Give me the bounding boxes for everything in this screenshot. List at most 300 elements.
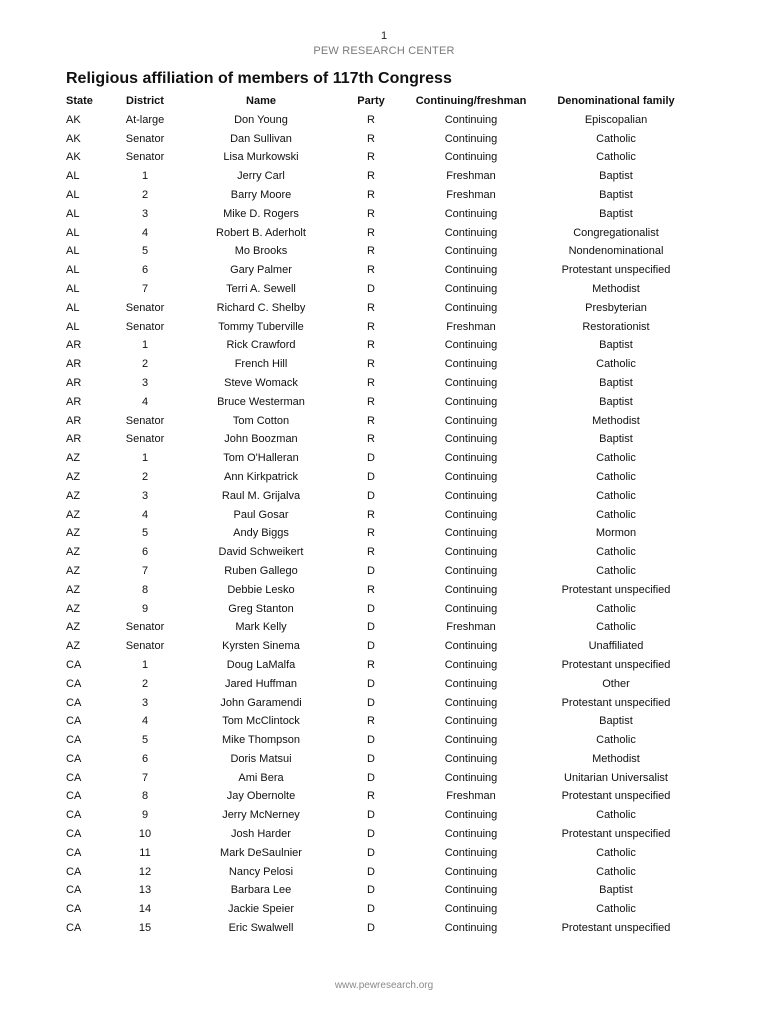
state-cell: AZ bbox=[66, 583, 81, 596]
state-cell: AK bbox=[66, 151, 81, 164]
page-number: 1 bbox=[380, 30, 388, 42]
table-row bbox=[64, 694, 696, 713]
table-row bbox=[64, 863, 696, 882]
party-cell: R bbox=[367, 376, 375, 389]
status-cell: Continuing bbox=[444, 527, 498, 540]
column-header-state: State bbox=[66, 95, 93, 107]
district-cell: 11 bbox=[139, 846, 151, 859]
state-cell: AL bbox=[66, 320, 80, 333]
party-cell: D bbox=[367, 771, 375, 784]
status-cell: Continuing bbox=[444, 301, 498, 314]
column-header-name: Name bbox=[246, 95, 276, 107]
name-cell: John Boozman bbox=[224, 433, 298, 446]
party-cell: D bbox=[367, 452, 375, 465]
status-cell: Continuing bbox=[444, 696, 498, 709]
table-row bbox=[64, 449, 696, 468]
table-row bbox=[64, 900, 696, 919]
district-cell: 3 bbox=[141, 207, 149, 220]
state-cell: CA bbox=[66, 752, 82, 765]
denomination-cell: Catholic bbox=[596, 865, 636, 878]
name-cell: Ruben Gallego bbox=[224, 564, 298, 577]
status-cell: Continuing bbox=[444, 395, 498, 408]
name-cell: Tom Cotton bbox=[232, 414, 290, 427]
status-cell: Freshman bbox=[446, 170, 496, 183]
denomination-cell: Catholic bbox=[596, 621, 636, 634]
district-cell: 4 bbox=[141, 715, 149, 728]
denomination-cell: Baptist bbox=[599, 188, 633, 201]
denomination-cell: Nondenominational bbox=[568, 245, 664, 258]
name-cell: Barbara Lee bbox=[230, 884, 292, 897]
table-row bbox=[64, 355, 696, 374]
denomination-cell: Catholic bbox=[596, 846, 636, 859]
table-row bbox=[64, 731, 696, 750]
status-cell: Continuing bbox=[444, 226, 498, 239]
party-cell: R bbox=[367, 170, 375, 183]
status-cell: Continuing bbox=[444, 245, 498, 258]
party-cell: D bbox=[367, 809, 375, 822]
status-cell: Continuing bbox=[444, 846, 498, 859]
district-cell: 4 bbox=[141, 508, 149, 521]
status-cell: Continuing bbox=[444, 508, 498, 521]
state-cell: AL bbox=[66, 301, 80, 314]
name-cell: Richard C. Shelby bbox=[216, 301, 306, 314]
denomination-cell: Protestant unspecified bbox=[561, 790, 671, 803]
party-cell: D bbox=[367, 752, 375, 765]
status-cell: Continuing bbox=[444, 113, 498, 126]
name-cell: Raul M. Grijalva bbox=[221, 489, 301, 502]
district-cell: 3 bbox=[141, 376, 149, 389]
state-cell: CA bbox=[66, 771, 82, 784]
status-cell: Continuing bbox=[444, 546, 498, 559]
table-row bbox=[64, 468, 696, 487]
status-cell: Continuing bbox=[444, 658, 498, 671]
status-cell: Continuing bbox=[444, 809, 498, 822]
status-cell: Continuing bbox=[444, 865, 498, 878]
status-cell: Continuing bbox=[444, 734, 498, 747]
party-cell: D bbox=[367, 470, 375, 483]
state-cell: AK bbox=[66, 113, 81, 126]
name-cell: Rick Crawford bbox=[226, 339, 296, 352]
state-cell: AZ bbox=[66, 640, 81, 653]
table-row bbox=[64, 336, 696, 355]
name-cell: Josh Harder bbox=[231, 828, 291, 841]
party-cell: R bbox=[367, 583, 375, 596]
name-cell: Gary Palmer bbox=[230, 264, 292, 277]
party-cell: R bbox=[367, 546, 375, 559]
denomination-cell: Catholic bbox=[596, 734, 636, 747]
denomination-cell: Catholic bbox=[596, 564, 636, 577]
denomination-cell: Catholic bbox=[596, 151, 636, 164]
party-cell: R bbox=[367, 433, 375, 446]
status-cell: Continuing bbox=[444, 376, 498, 389]
party-cell: R bbox=[367, 264, 375, 277]
name-cell: Ann Kirkpatrick bbox=[224, 470, 298, 483]
district-cell: Senator bbox=[125, 151, 165, 164]
footer-url: www.pewresearch.org bbox=[334, 980, 434, 991]
name-cell: John Garamendi bbox=[220, 696, 302, 709]
state-cell: AZ bbox=[66, 489, 81, 502]
congress-members-table bbox=[64, 92, 696, 938]
district-cell: 15 bbox=[138, 922, 152, 935]
denomination-cell: Catholic bbox=[596, 470, 636, 483]
table-body bbox=[64, 111, 696, 938]
denomination-cell: Catholic bbox=[596, 132, 636, 145]
district-cell: 3 bbox=[141, 489, 149, 502]
table-row bbox=[64, 506, 696, 525]
table-row bbox=[64, 299, 696, 318]
party-cell: R bbox=[367, 358, 375, 371]
name-cell: Kyrsten Sinema bbox=[222, 640, 300, 653]
name-cell: Mike D. Rogers bbox=[223, 207, 299, 220]
column-header-denominational-family: Denominational family bbox=[557, 95, 675, 107]
denomination-cell: Baptist bbox=[599, 715, 633, 728]
table-row bbox=[64, 656, 696, 675]
party-cell: D bbox=[367, 734, 375, 747]
name-cell: David Schweikert bbox=[218, 546, 304, 559]
party-cell: R bbox=[367, 151, 375, 164]
district-cell: Senator bbox=[125, 640, 165, 653]
state-cell: CA bbox=[66, 865, 82, 878]
state-cell: CA bbox=[66, 658, 82, 671]
district-cell: 1 bbox=[141, 452, 149, 465]
table-row bbox=[64, 167, 696, 186]
status-cell: Continuing bbox=[444, 433, 498, 446]
state-cell: CA bbox=[66, 884, 82, 897]
denomination-cell: Methodist bbox=[592, 282, 640, 295]
status-cell: Freshman bbox=[446, 790, 496, 803]
denomination-cell: Other bbox=[602, 677, 630, 690]
party-cell: D bbox=[367, 677, 375, 690]
district-cell: 4 bbox=[141, 395, 149, 408]
table-row bbox=[64, 130, 696, 149]
column-header-continuing-freshman: Continuing/freshman bbox=[415, 95, 527, 107]
state-cell: CA bbox=[66, 790, 82, 803]
district-cell: 2 bbox=[141, 677, 149, 690]
status-cell: Continuing bbox=[444, 151, 498, 164]
state-cell: CA bbox=[66, 734, 82, 747]
district-cell: Senator bbox=[125, 301, 165, 314]
party-cell: D bbox=[367, 282, 375, 295]
table-row bbox=[64, 881, 696, 900]
denomination-cell: Protestant unspecified bbox=[561, 828, 671, 841]
table-row bbox=[64, 787, 696, 806]
party-cell: R bbox=[367, 226, 375, 239]
party-cell: R bbox=[367, 113, 375, 126]
name-cell: Doris Matsui bbox=[230, 752, 292, 765]
status-cell: Freshman bbox=[446, 188, 496, 201]
district-cell: 2 bbox=[141, 188, 149, 201]
document-title: Religious affiliation of members of 117th Congress bbox=[66, 70, 452, 87]
state-cell: AK bbox=[66, 132, 81, 145]
column-header-party: Party bbox=[357, 95, 385, 107]
name-cell: Tom McClintock bbox=[222, 715, 300, 728]
status-cell: Continuing bbox=[444, 922, 498, 935]
status-cell: Continuing bbox=[444, 452, 498, 465]
district-cell: 3 bbox=[141, 696, 149, 709]
state-cell: AR bbox=[66, 358, 82, 371]
name-cell: Doug LaMalfa bbox=[226, 658, 296, 671]
district-cell: 9 bbox=[141, 602, 149, 615]
denomination-cell: Congregationalist bbox=[573, 226, 659, 239]
status-cell: Continuing bbox=[444, 207, 498, 220]
table-row bbox=[64, 637, 696, 656]
table-row bbox=[64, 806, 696, 825]
table-row bbox=[64, 769, 696, 788]
state-cell: AR bbox=[66, 339, 82, 352]
name-cell: Jerry McNerney bbox=[222, 809, 300, 822]
party-cell: R bbox=[367, 132, 375, 145]
party-cell: R bbox=[367, 301, 375, 314]
district-cell: 6 bbox=[141, 546, 149, 559]
denomination-cell: Catholic bbox=[596, 903, 636, 916]
table-header-row bbox=[64, 92, 696, 111]
state-cell: AL bbox=[66, 207, 80, 220]
district-cell: 2 bbox=[141, 470, 149, 483]
denomination-cell: Unitarian Universalist bbox=[564, 771, 668, 784]
state-cell: AZ bbox=[66, 527, 81, 540]
name-cell: Don Young bbox=[234, 113, 288, 126]
district-cell: 6 bbox=[141, 752, 149, 765]
state-cell: AZ bbox=[66, 602, 81, 615]
party-cell: D bbox=[367, 640, 375, 653]
name-cell: Mo Brooks bbox=[234, 245, 288, 258]
district-cell: 14 bbox=[138, 903, 152, 916]
table-row bbox=[64, 750, 696, 769]
denomination-cell: Episcopalian bbox=[584, 113, 648, 126]
table-row bbox=[64, 186, 696, 205]
name-cell: Jay Obernolte bbox=[226, 790, 296, 803]
state-cell: AZ bbox=[66, 546, 81, 559]
name-cell: French Hill bbox=[234, 358, 288, 371]
party-cell: R bbox=[367, 188, 375, 201]
party-cell: R bbox=[367, 339, 375, 352]
name-cell: Tom O'Halleran bbox=[223, 452, 299, 465]
name-cell: Paul Gosar bbox=[233, 508, 289, 521]
name-cell: Steve Womack bbox=[224, 376, 298, 389]
state-cell: AL bbox=[66, 264, 80, 277]
district-cell: 8 bbox=[141, 790, 149, 803]
table-row bbox=[64, 205, 696, 224]
table-row bbox=[64, 374, 696, 393]
status-cell: Continuing bbox=[444, 583, 498, 596]
name-cell: Ami Bera bbox=[238, 771, 284, 784]
district-cell: 4 bbox=[141, 226, 149, 239]
denomination-cell: Catholic bbox=[596, 358, 636, 371]
state-cell: AL bbox=[66, 245, 80, 258]
party-cell: D bbox=[367, 884, 375, 897]
table-row bbox=[64, 280, 696, 299]
table-row bbox=[64, 318, 696, 337]
status-cell: Continuing bbox=[444, 282, 498, 295]
denomination-cell: Catholic bbox=[596, 508, 636, 521]
table-row bbox=[64, 844, 696, 863]
denomination-cell: Catholic bbox=[596, 809, 636, 822]
name-cell: Debbie Lesko bbox=[227, 583, 295, 596]
state-cell: AZ bbox=[66, 470, 81, 483]
state-cell: AR bbox=[66, 395, 82, 408]
name-cell: Terri A. Sewell bbox=[226, 282, 296, 295]
denomination-cell: Protestant unspecified bbox=[561, 922, 671, 935]
district-cell: 1 bbox=[141, 170, 149, 183]
district-cell: 2 bbox=[141, 358, 149, 371]
state-cell: AL bbox=[66, 188, 80, 201]
name-cell: Greg Stanton bbox=[228, 602, 294, 615]
party-cell: R bbox=[367, 395, 375, 408]
district-cell: 7 bbox=[141, 771, 149, 784]
status-cell: Continuing bbox=[444, 339, 498, 352]
table-row bbox=[64, 825, 696, 844]
denomination-cell: Baptist bbox=[599, 433, 633, 446]
table-row bbox=[64, 430, 696, 449]
party-cell: R bbox=[367, 790, 375, 803]
party-cell: R bbox=[367, 320, 375, 333]
status-cell: Continuing bbox=[444, 771, 498, 784]
party-cell: D bbox=[367, 621, 375, 634]
denomination-cell: Mormon bbox=[595, 527, 637, 540]
district-cell: 9 bbox=[141, 809, 149, 822]
column-header-district: District bbox=[126, 95, 164, 107]
table-row bbox=[64, 224, 696, 243]
name-cell: Jared Huffman bbox=[225, 677, 297, 690]
status-cell: Continuing bbox=[444, 884, 498, 897]
party-cell: D bbox=[367, 564, 375, 577]
table-row bbox=[64, 600, 696, 619]
district-cell: 1 bbox=[141, 339, 149, 352]
denomination-cell: Baptist bbox=[599, 376, 633, 389]
org-header: PEW RESEARCH CENTER bbox=[313, 45, 455, 57]
party-cell: D bbox=[367, 696, 375, 709]
state-cell: CA bbox=[66, 903, 82, 916]
district-cell: 10 bbox=[138, 828, 152, 841]
table-row bbox=[64, 618, 696, 637]
district-cell: Senator bbox=[125, 414, 165, 427]
table-row bbox=[64, 412, 696, 431]
status-cell: Continuing bbox=[444, 489, 498, 502]
denomination-cell: Unaffiliated bbox=[588, 640, 644, 653]
state-cell: AL bbox=[66, 170, 80, 183]
name-cell: Barry Moore bbox=[230, 188, 292, 201]
table-row bbox=[64, 242, 696, 261]
status-cell: Continuing bbox=[444, 677, 498, 690]
denomination-cell: Restorationist bbox=[582, 320, 650, 333]
denomination-cell: Baptist bbox=[599, 339, 633, 352]
district-cell: Senator bbox=[125, 320, 165, 333]
party-cell: R bbox=[367, 527, 375, 540]
party-cell: D bbox=[367, 489, 375, 502]
table-row bbox=[64, 148, 696, 167]
district-cell: 5 bbox=[141, 245, 149, 258]
state-cell: AR bbox=[66, 376, 82, 389]
name-cell: Jackie Speier bbox=[227, 903, 295, 916]
district-cell: 13 bbox=[138, 884, 152, 897]
status-cell: Continuing bbox=[444, 715, 498, 728]
district-cell: 6 bbox=[141, 264, 149, 277]
party-cell: D bbox=[367, 865, 375, 878]
party-cell: D bbox=[367, 602, 375, 615]
state-cell: CA bbox=[66, 922, 82, 935]
party-cell: D bbox=[367, 922, 375, 935]
state-cell: AL bbox=[66, 226, 80, 239]
name-cell: Mark Kelly bbox=[235, 621, 287, 634]
name-cell: Eric Swalwell bbox=[228, 922, 294, 935]
name-cell: Tommy Tuberville bbox=[218, 320, 304, 333]
denomination-cell: Protestant unspecified bbox=[561, 696, 671, 709]
table-row bbox=[64, 919, 696, 938]
party-cell: R bbox=[367, 245, 375, 258]
party-cell: R bbox=[367, 658, 375, 671]
table-row bbox=[64, 524, 696, 543]
denomination-cell: Baptist bbox=[599, 170, 633, 183]
district-cell: At-large bbox=[125, 113, 165, 126]
state-cell: AZ bbox=[66, 621, 81, 634]
name-cell: Mark DeSaulnier bbox=[220, 846, 302, 859]
status-cell: Continuing bbox=[444, 358, 498, 371]
table-row bbox=[64, 581, 696, 600]
denomination-cell: Baptist bbox=[599, 207, 633, 220]
district-cell: 7 bbox=[141, 564, 149, 577]
denomination-cell: Protestant unspecified bbox=[561, 658, 671, 671]
denomination-cell: Catholic bbox=[596, 452, 636, 465]
table-row bbox=[64, 543, 696, 562]
name-cell: Jerry Carl bbox=[237, 170, 285, 183]
denomination-cell: Protestant unspecified bbox=[561, 583, 671, 596]
denomination-cell: Catholic bbox=[596, 602, 636, 615]
status-cell: Freshman bbox=[446, 320, 496, 333]
status-cell: Freshman bbox=[446, 621, 496, 634]
party-cell: D bbox=[367, 846, 375, 859]
state-cell: AR bbox=[66, 414, 82, 427]
table-row bbox=[64, 487, 696, 506]
denomination-cell: Methodist bbox=[592, 752, 640, 765]
status-cell: Continuing bbox=[444, 132, 498, 145]
district-cell: 12 bbox=[138, 865, 152, 878]
status-cell: Continuing bbox=[444, 903, 498, 916]
district-cell: Senator bbox=[125, 433, 165, 446]
state-cell: CA bbox=[66, 696, 82, 709]
party-cell: D bbox=[367, 828, 375, 841]
district-cell: 8 bbox=[141, 583, 149, 596]
party-cell: R bbox=[367, 414, 375, 427]
denomination-cell: Baptist bbox=[599, 395, 633, 408]
state-cell: CA bbox=[66, 809, 82, 822]
status-cell: Continuing bbox=[444, 564, 498, 577]
district-cell: 5 bbox=[141, 527, 149, 540]
name-cell: Lisa Murkowski bbox=[223, 151, 299, 164]
denomination-cell: Protestant unspecified bbox=[561, 264, 671, 277]
state-cell: AZ bbox=[66, 452, 81, 465]
state-cell: AL bbox=[66, 282, 80, 295]
status-cell: Continuing bbox=[444, 602, 498, 615]
table-row bbox=[64, 562, 696, 581]
state-cell: AZ bbox=[66, 508, 81, 521]
status-cell: Continuing bbox=[444, 470, 498, 483]
table-row bbox=[64, 712, 696, 731]
party-cell: R bbox=[367, 508, 375, 521]
party-cell: R bbox=[367, 207, 375, 220]
table-row bbox=[64, 111, 696, 130]
state-cell: CA bbox=[66, 828, 82, 841]
denomination-cell: Catholic bbox=[596, 489, 636, 502]
table-row bbox=[64, 261, 696, 280]
name-cell: Bruce Westerman bbox=[217, 395, 305, 408]
district-cell: Senator bbox=[125, 132, 165, 145]
district-cell: 1 bbox=[141, 658, 149, 671]
party-cell: R bbox=[367, 715, 375, 728]
denomination-cell: Catholic bbox=[596, 546, 636, 559]
name-cell: Nancy Pelosi bbox=[228, 865, 294, 878]
status-cell: Continuing bbox=[444, 264, 498, 277]
name-cell: Dan Sullivan bbox=[230, 132, 292, 145]
